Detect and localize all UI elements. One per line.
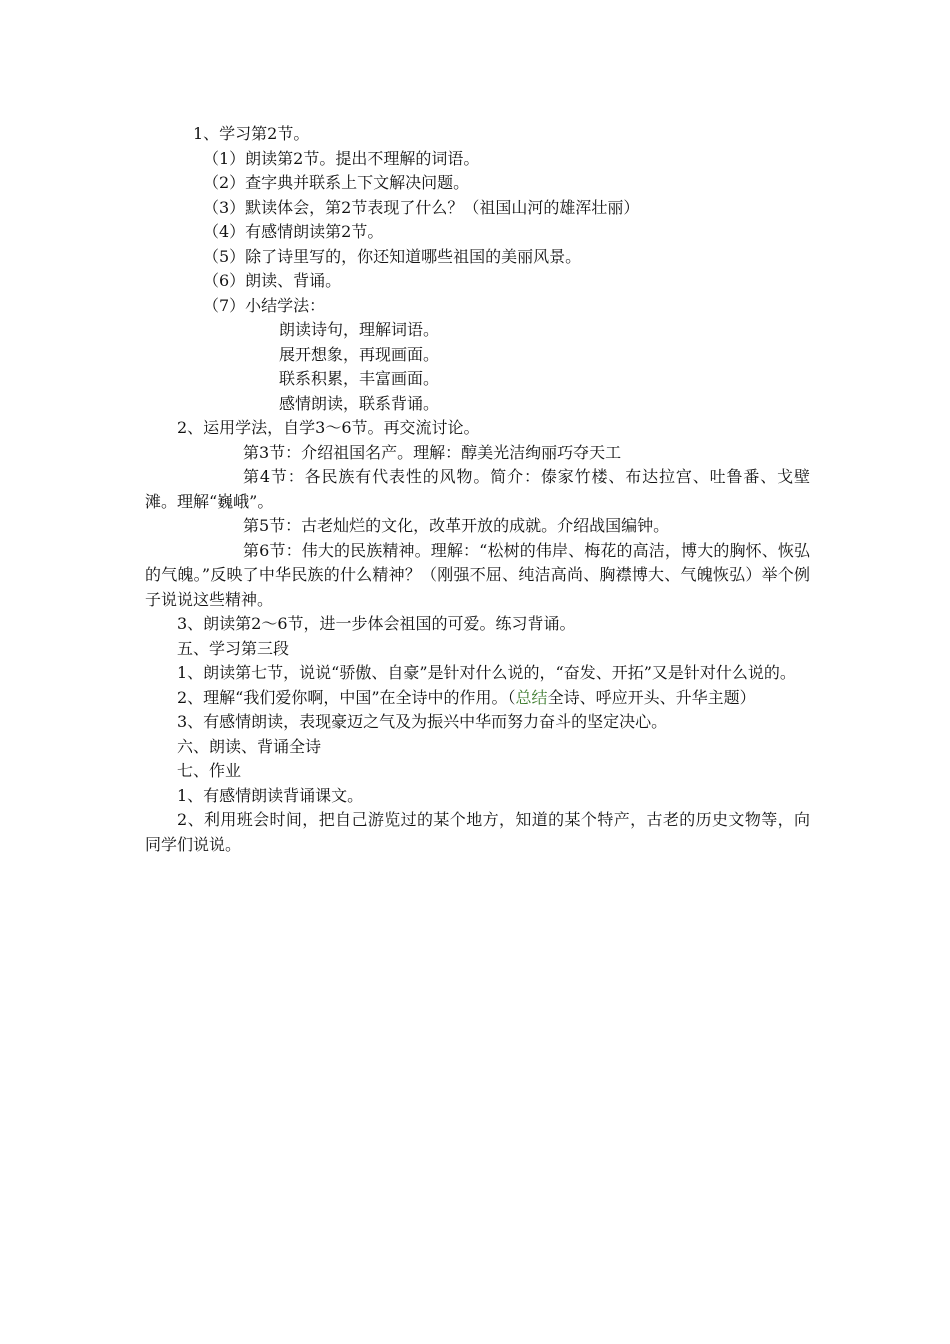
- section-4-note: 第4节：各民族有代表性的风物。简介：傣家竹楼、布达拉宫、吐鲁番、戈壁滩。理解“巍峨”。: [145, 467, 810, 511]
- part-5-item-2-after: 全诗、呼应开头、升华主题）: [547, 687, 756, 707]
- method-line-1: 朗读诗句，理解词语。: [279, 320, 440, 339]
- section-1-step-6: （6）朗读、背诵。: [203, 271, 342, 290]
- part-5-item-1: 1、朗读第七节，说说“骄傲、自豪”是针对什么说的，“奋发、开拓”又是针对什么说的。: [177, 663, 796, 682]
- method-line-2: 展开想象，再现画面。: [279, 344, 440, 364]
- section-1-title: 1、学习第2节。: [193, 124, 310, 143]
- part-7-title: 七、作业: [177, 761, 242, 780]
- section-1-step-5: （5）除了诗里写的，你还知道哪些祖国的美丽风景。: [203, 246, 582, 266]
- part-5-item-2-before: 2、理解“我们爱你啊，中国”在全诗中的作用。（: [177, 687, 516, 707]
- section-1-step-2: （2）查字典并联系上下文解决问题。: [203, 173, 470, 192]
- part-5-title: 五、学习第三段: [177, 638, 290, 658]
- part-6-title: 六、朗读、背诵全诗: [177, 736, 322, 756]
- homework-2: 2、利用班会时间，把自己游览过的某个地方，知道的某个特产，古老的历史文物等，向同学们说说。: [145, 810, 810, 854]
- method-line-4: 感情朗读，联系背诵。: [279, 393, 440, 413]
- section-1-step-7: （7）小结学法：: [203, 295, 326, 315]
- section-5-note: 第5节：古老灿烂的文化，改革开放的成就。介绍战国编钟。: [243, 516, 670, 535]
- part-5-item-2: [145, 686, 810, 711]
- homework-1: 1、有感情朗读背诵课文。: [177, 785, 364, 805]
- part-5-item-2-highlight: 总结: [515, 687, 548, 707]
- section-1-step-4: （4）有感情朗读第2节。: [203, 222, 384, 241]
- section-2-title: 2、运用学法，自学3～6节。再交流讨论。: [177, 418, 480, 437]
- section-3-note: 第3节：介绍祖国名产。理解：醇美光洁绚丽巧夺天工: [243, 442, 622, 462]
- document-body: [145, 122, 810, 857]
- method-line-3: 联系积累，丰富画面。: [279, 369, 440, 388]
- section-1-step-3: （3）默读体会，第2节表现了什么？（祖国山河的雄浑壮丽）: [203, 197, 640, 217]
- section-1-step-1: （1）朗读第2节。提出不理解的词语。: [203, 148, 480, 168]
- section-6-note: 第6节：伟大的民族精神。理解：“松树的伟岸、梅花的高洁，博大的胸怀、恢弘的气魄。”反映了中华民族的什么精神？（刚强不屈、纯洁高尚、胸襟博大、气魄恢弘）举个例子说说这些精神。: [145, 540, 810, 609]
- part-5-item-3: 3、有感情朗读，表现豪迈之气及为振兴中华而努力奋斗的坚定决心。: [177, 712, 668, 731]
- section-3-title: 3、朗读第2～6节，进一步体会祖国的可爱。练习背诵。: [177, 614, 576, 633]
